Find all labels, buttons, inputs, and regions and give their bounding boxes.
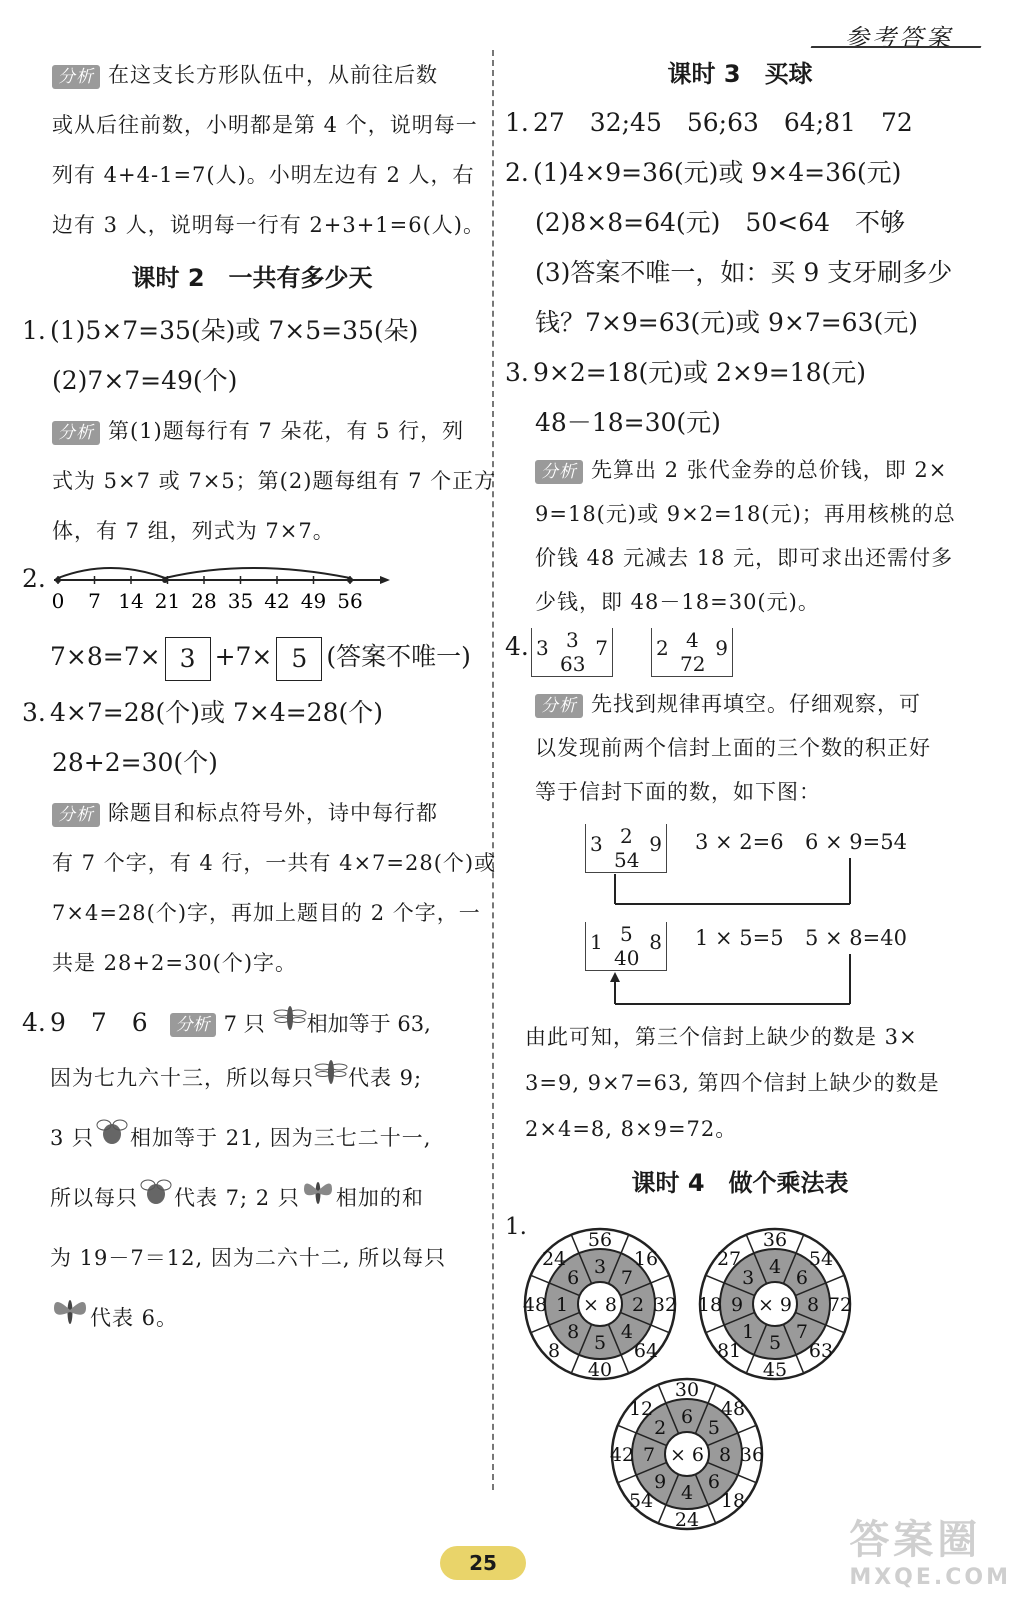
wheel-outer-number: 24	[541, 1248, 567, 1271]
analysis-badge: 分析	[52, 803, 100, 827]
wheel-outer-number: 30	[674, 1379, 700, 1401]
wheel-outer-number: 18	[720, 1489, 746, 1512]
wheel-inner-number: 8	[567, 1320, 580, 1343]
analysis-badge: 分析	[52, 65, 100, 89]
wheel-outer-number: 72	[827, 1294, 853, 1316]
r-q2-line-c: (3)答案不唯一，如：买 9 支牙刷多少	[535, 258, 953, 287]
butterfly-icon	[300, 1170, 336, 1230]
wheel-inner-number: 1	[742, 1320, 755, 1343]
number-line-label: 35	[227, 589, 254, 613]
column-divider	[492, 50, 494, 1490]
conclusion-line: 由此可知，第三个信封上缺少的数是 3×	[525, 1025, 918, 1049]
wheel-inner-number: 8	[806, 1294, 820, 1316]
wheel-outer-number: 36	[739, 1444, 765, 1466]
analysis-badge: 分析	[535, 694, 583, 718]
multiplication-wheel	[610, 1379, 764, 1531]
q4-envelopes: 4. 3 3 7 63 2 4 9 72	[505, 624, 975, 682]
q4-line-3: 3 只 相加等于 21, 因为三七二十一,	[22, 1108, 482, 1168]
r-q2-line-b: (2)8×8=64(元) 50<64 不够	[535, 208, 906, 237]
wheel-outer-number: 32	[652, 1294, 678, 1316]
dragonfly-icon	[314, 1050, 348, 1110]
wheel-outer-number: 45	[762, 1359, 788, 1381]
analysis-line: 少钱，即 48－18=30(元)。	[535, 590, 820, 614]
number-line-label: 56	[337, 589, 363, 613]
wheel-inner-number: 1	[555, 1294, 569, 1316]
wheel-outer-number: 81	[716, 1339, 742, 1362]
wheel-outer-number: 27	[716, 1248, 742, 1271]
analysis-line: 分析 先算出 2 张代金券的总价钱，即 2×	[505, 448, 975, 492]
wheel-inner-number: 8	[718, 1444, 732, 1466]
wheel-inner-number: 5	[593, 1332, 607, 1354]
wheel-inner-number: 3	[742, 1267, 755, 1290]
analysis-line: 分析 在这支长方形队伍中，从前往后数	[22, 50, 482, 100]
wheel-center-label: × 9	[757, 1294, 793, 1316]
r-q1-line: 1. 27 32;45 56;63 64;81 72	[505, 108, 913, 137]
left-column	[22, 50, 497, 1348]
q4-line-4: 所以每只 代表 7; 2 只 相加的和	[22, 1168, 482, 1228]
analysis-line: 有 7 个字，有 4 行，一共有 4×7=28(个)或	[52, 851, 497, 875]
wheel-outer-number: 40	[587, 1359, 613, 1381]
wheel-outer-number: 16	[633, 1248, 659, 1271]
analysis-line: 价钱 48 元减去 18 元，即可求出还需付多	[535, 546, 954, 570]
wheel-center-label: × 8	[582, 1294, 618, 1316]
conclusion-line: 3=9, 9×7=63, 第四个信封上缺少的数是	[525, 1071, 940, 1095]
analysis-line: 边有 3 人，说明每一行有 2+3+1=6(人)。	[52, 213, 486, 237]
analysis-line: 列有 4+4-1=7(人)。小明左边有 2 人，右	[52, 163, 475, 187]
number-line-label: 42	[264, 589, 290, 613]
header-title: 参考答案	[845, 24, 953, 52]
wheel-outer-number: 56	[587, 1229, 613, 1251]
wheel-inner-number: 2	[654, 1417, 667, 1440]
analysis-line: 分析 先找到规律再填空。仔细观察，可	[505, 682, 975, 726]
envelope: 3 3 7 63	[531, 628, 613, 677]
wheel-inner-number: 7	[795, 1320, 808, 1343]
number-line-label: 0	[51, 589, 65, 613]
analysis-line: 9=18(元)或 9×2=18(元)；再用核桃的总	[535, 502, 956, 526]
wheel-inner-number: 5	[768, 1332, 782, 1354]
wheel-outer-number: 36	[762, 1229, 788, 1251]
q3-line-b: 28+2=30(个)	[52, 748, 218, 777]
wheel-outer-number: 48	[720, 1398, 746, 1421]
wheel-inner-number: 6	[567, 1267, 580, 1290]
wheel-outer-number: 54	[628, 1489, 654, 1512]
number-line-label: 49	[300, 589, 327, 613]
number-line-label: 7	[88, 589, 101, 613]
page-number: 25	[440, 1546, 526, 1580]
bee-icon	[94, 1110, 130, 1170]
q4-line-2: 因为七九六十三，所以每只 代表 9;	[22, 1048, 482, 1108]
envelope: 1 5 8 40	[585, 922, 667, 971]
q4-line-5: 为 19－7＝12, 因为二六十二, 所以每只	[50, 1246, 447, 1270]
multiplication-wheels: 1. 3 56 7 16 2 32 4 64 5 40 8 8 1 48 6 24 × 8 4 36 6 54 8 72 7 63 5 45 1 81 9 18 3 27 × 9 6 30 5 48 8 36 6 18 4 24 9 54 7 42 2 12 × 6	[505, 1214, 975, 1554]
r-q3-line-a: 3. 9×2=18(元)或 2×9=18(元)	[505, 358, 866, 387]
wheel-inner-number: 9	[730, 1294, 744, 1316]
wheel-outer-number: 8	[547, 1339, 561, 1362]
envelope: 2 4 9 72	[651, 628, 733, 677]
wheel-outer-number: 12	[628, 1398, 654, 1421]
analysis-line: 7×4=28(个)字，再加上题目的 2 个字，一	[52, 901, 481, 925]
analysis-line: 分析 除题目和标点符号外，诗中每行都	[22, 788, 482, 838]
butterfly-icon	[50, 1290, 90, 1350]
wheel-outer-number: 24	[674, 1509, 700, 1531]
wheel-inner-number: 6	[680, 1406, 694, 1428]
wheel-outer-number: 54	[808, 1248, 834, 1271]
number-line-label: 28	[191, 589, 217, 613]
q4-line-1: 4. 9 7 6 分析 7 只 相加等于 63,	[22, 998, 482, 1048]
analysis-line: 以发现前两个信封上面的三个数的积正好	[535, 736, 931, 760]
multiplication-wheel	[698, 1229, 852, 1381]
wheel-inner-number: 3	[593, 1256, 607, 1278]
analysis-line: 式为 5×7 或 7×5；第(2)题每组有 7 个正方	[52, 469, 497, 493]
r-q3-line-b: 48－18=30(元)	[535, 408, 721, 437]
number-line: 2. 0 7 14 21 28 35 42 49 56	[22, 556, 482, 626]
diagram-arrows	[505, 814, 975, 1014]
analysis-line: 共是 28+2=30(个)字。	[52, 951, 298, 975]
multiplication-wheel	[523, 1229, 677, 1381]
analysis-line: 等于信封下面的数，如下图：	[535, 780, 821, 804]
q3-line-a: 3. 4×7=28(个)或 7×4=28(个)	[22, 698, 383, 727]
page-header	[811, 14, 981, 52]
analysis-badge: 分析	[52, 421, 100, 445]
header-rule	[811, 46, 982, 48]
wheel-inner-number: 7	[642, 1444, 656, 1466]
wheels-svg	[505, 1214, 975, 1554]
wheel-center-label: × 6	[669, 1444, 705, 1466]
wheel-outer-number: 63	[808, 1339, 834, 1362]
answer-box: 3	[165, 637, 211, 681]
watermark-url: MXQE.COM	[849, 1565, 1011, 1590]
q2-equation: 7×8=7× 3 +7× 5 (答案不唯一)	[22, 626, 482, 688]
wheel-inner-number: 2	[631, 1294, 645, 1316]
wheel-outer-number: 18	[697, 1294, 723, 1316]
dragonfly-icon	[273, 1000, 307, 1050]
envelope: 3 2 9 54	[585, 824, 667, 873]
lesson-4-title: 课时 4 做个乘法表	[631, 1169, 849, 1197]
q1-line-b: (2)7×7=49(个)	[52, 366, 238, 395]
bee-icon	[138, 1170, 174, 1230]
analysis-badge: 分析	[170, 1013, 216, 1037]
analysis-line: 或从后往前数，小明都是第 4 个，说明每一	[52, 113, 478, 137]
lesson-2-title: 课时 2 一共有多少天	[131, 264, 373, 292]
wheel-outer-number: 64	[633, 1339, 659, 1362]
r-q2-line-d: 钱？7×9=63(元)或 9×7=63(元)	[535, 308, 918, 337]
q1-line-a: 1. (1)5×7=35(朵)或 7×5=35(朵)	[22, 316, 419, 345]
wheel-outer-number: 42	[609, 1444, 635, 1466]
wheel-inner-number: 5	[707, 1417, 720, 1440]
wheel-inner-number: 6	[707, 1470, 720, 1493]
wheel-inner-number: 6	[795, 1267, 808, 1290]
watermark-logo: 答案圈	[849, 1517, 982, 1563]
right-column	[505, 50, 975, 1554]
q4-line-6: 代表 6。	[22, 1288, 482, 1348]
lesson-3-title: 课时 3 买球	[667, 60, 813, 88]
wheel-inner-number: 4	[620, 1320, 633, 1343]
analysis-badge: 分析	[535, 460, 583, 484]
watermark	[849, 1508, 1011, 1590]
r-q2-line-a: 2. (1)4×9=36(元)或 9×4=36(元)	[505, 158, 902, 187]
number-line-label: 14	[118, 589, 144, 613]
envelope-diagram: 3 2 9 54 3 × 2=6 6 × 9=54 1 5 8 40 1 × 5=5 5 × 8=40	[505, 814, 975, 1014]
wheel-inner-number: 4	[768, 1256, 782, 1278]
number-line-label: 21	[154, 589, 181, 613]
answer-box: 5	[276, 637, 322, 681]
wheel-inner-number: 4	[680, 1482, 694, 1504]
wheel-outer-number: 48	[522, 1294, 548, 1316]
wheel-inner-number: 7	[620, 1267, 633, 1290]
number-line-svg	[50, 556, 430, 626]
conclusion-line: 2×4=8, 8×9=72。	[525, 1117, 738, 1141]
analysis-line: 分析 第(1)题每行有 7 朵花，有 5 行，列	[22, 406, 482, 456]
wheel-inner-number: 9	[654, 1470, 667, 1493]
analysis-line: 体，有 7 组，列式为 7×7。	[52, 519, 335, 543]
